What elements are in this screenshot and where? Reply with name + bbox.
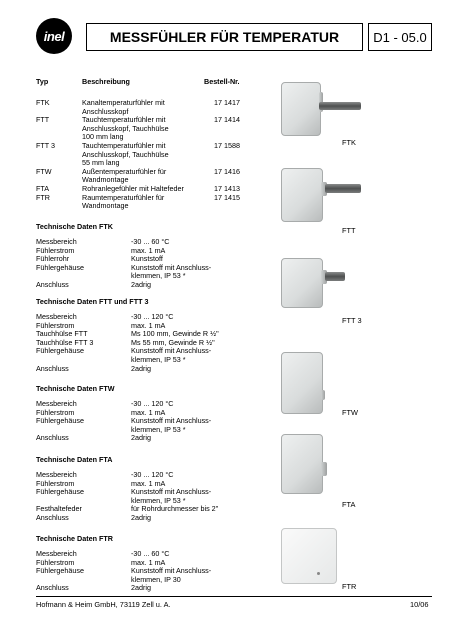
table-row-type: FTW — [36, 166, 52, 176]
table-row-description: Rohranlegefühler mit Haltefeder — [82, 184, 184, 193]
spec-label: Fühlergehäuse — [36, 487, 84, 497]
table-row-order-number: 17 1416 — [214, 166, 240, 176]
spec-value: max. 1 mA — [131, 320, 166, 330]
table-row-order-number: 17 1415 — [214, 192, 240, 202]
spec-value: klemmen, IP 53 * — [131, 355, 186, 364]
spec-label: Fühlerstrom — [36, 320, 75, 330]
spec-label: Anschluss — [36, 583, 69, 593]
table-row-type: FTK — [36, 98, 50, 107]
spec-value: max. 1 mA — [131, 407, 166, 417]
spec-label: Festhaltefeder — [36, 504, 82, 514]
section-heading: Technische Daten FTK — [36, 222, 113, 231]
spec-label: Fühlerstrom — [36, 557, 75, 567]
table-row-type: FTR — [36, 192, 50, 202]
spec-value: Kunststoff mit Anschluss- — [131, 346, 212, 356]
section-heading: Technische Daten FTR — [36, 534, 113, 543]
footer-company: Hofmann & Heim GmbH, 73119 Zell u. A. — [36, 600, 171, 609]
spec-label: Fühlerrohr — [36, 254, 70, 264]
spec-value: -30 ... 120 °C — [131, 399, 174, 408]
table-row-description: Anschlusskopf, Tauchhülse — [82, 123, 169, 133]
company-logo: inel — [36, 18, 72, 54]
table-row-description: Anschlusskopf — [82, 106, 129, 116]
spec-label: Fühlergehäuse — [36, 346, 84, 356]
footer-date: 10/06 — [410, 600, 429, 609]
table-row-order-number: 17 1417 — [214, 98, 240, 107]
spec-value: 2adrig — [131, 280, 151, 289]
spec-label: Fühlerstrom — [36, 245, 75, 255]
table-row-order-number: 17 1414 — [214, 115, 240, 125]
image-label-ftk: FTK — [342, 138, 356, 147]
spec-label: Anschluss — [36, 363, 69, 373]
table-row-type: FTT 3 — [36, 141, 56, 150]
table-row-order-number: 17 1588 — [214, 141, 240, 150]
spec-value: klemmen, IP 53 * — [131, 424, 186, 434]
spec-value: klemmen, IP 53 * — [131, 271, 186, 281]
spec-value: Kunststoff mit Anschluss- — [131, 416, 212, 426]
spec-value: klemmen, IP 53 * — [131, 495, 186, 505]
spec-label: Fühlerstrom — [36, 478, 75, 488]
table-row-description: 100 mm lang — [82, 132, 124, 142]
spec-value: 2adrig — [131, 513, 151, 522]
table-row-type: FTT — [36, 115, 50, 125]
spec-value: Kunststoff mit Anschluss- — [131, 487, 212, 497]
spec-label: Tauchhülse FTT — [36, 329, 88, 339]
spec-label: Anschluss — [36, 280, 69, 289]
spec-value: klemmen, IP 30 — [131, 574, 181, 584]
table-row-description: Tauchtemperaturfühler mit — [82, 141, 166, 150]
spec-label: Anschluss — [36, 513, 69, 522]
spec-value: Kunststoff mit Anschluss- — [131, 262, 212, 272]
image-label-ftw: FTW — [342, 408, 359, 417]
spec-value: max. 1 mA — [131, 245, 166, 255]
table-row-description: Wandmontage — [82, 175, 129, 185]
spec-value: Ms 100 mm, Gewinde R ½" — [131, 329, 219, 339]
spec-value: 2adrig — [131, 583, 151, 593]
table-row-description: Kanaltemperaturfühler mit — [82, 98, 165, 107]
table-row-order-number: 17 1413 — [214, 184, 240, 193]
table-header-order-number: Bestell-Nr. — [204, 77, 240, 86]
spec-value: max. 1 mA — [131, 557, 166, 567]
spec-value: Kunststoff mit Anschluss- — [131, 566, 212, 576]
footer-rule — [36, 596, 432, 597]
duct-sensor-icon — [281, 82, 361, 140]
spec-value: für Rohrdurchmesser bis 2" — [131, 504, 219, 514]
spec-label: Messbereich — [36, 237, 77, 246]
pipe-sensor-icon — [281, 434, 333, 496]
spec-value: 2adrig — [131, 433, 151, 443]
spec-value: Ms 55 mm, Gewinde R ½" — [131, 337, 215, 347]
table-header-typ: Typ — [36, 77, 49, 86]
spec-value: Kunststoff — [131, 254, 163, 264]
room-sensor-icon — [281, 528, 337, 584]
spec-label: Messbereich — [36, 549, 77, 558]
spec-label: Fühlergehäuse — [36, 262, 84, 272]
spec-value: 2adrig — [131, 363, 151, 373]
spec-value: -30 ... 60 °C — [131, 237, 170, 246]
section-heading: Technische Daten FTT und FTT 3 — [36, 297, 149, 306]
spec-value: -30 ... 120 °C — [131, 470, 174, 479]
table-row-description: Außentemperaturfühler für — [82, 166, 167, 176]
table-row-type: FTA — [36, 184, 50, 193]
image-label-ftt3: FTT 3 — [342, 316, 362, 325]
spec-value: -30 ... 120 °C — [131, 312, 174, 321]
table-row-description: 55 mm lang — [82, 158, 120, 168]
spec-value: -30 ... 60 °C — [131, 549, 170, 558]
spec-label: Messbereich — [36, 399, 77, 408]
outdoor-sensor-icon — [281, 352, 333, 414]
immersion-sensor-icon — [281, 164, 361, 224]
table-row-description: Tauchtemperaturfühler mit — [82, 115, 166, 125]
spec-label: Anschluss — [36, 433, 69, 443]
spec-label: Fühlerstrom — [36, 407, 75, 417]
table-row-description: Anschlusskopf, Tauchhülse — [82, 149, 169, 159]
immersion-sensor-short-icon — [281, 258, 351, 310]
spec-value: max. 1 mA — [131, 478, 166, 488]
section-heading: Technische Daten FTA — [36, 455, 113, 464]
spec-label: Messbereich — [36, 470, 77, 479]
table-header-description: Beschreibung — [82, 77, 130, 86]
table-row-description: Raumtemperaturfühler für — [82, 192, 165, 202]
spec-label: Tauchhülse FTT 3 — [36, 337, 94, 347]
document-code: D1 - 05.0 — [368, 23, 432, 51]
image-label-ftt: FTT — [342, 226, 356, 235]
table-row-description: Wandmontage — [82, 201, 129, 211]
section-heading: Technische Daten FTW — [36, 384, 115, 393]
spec-label: Messbereich — [36, 312, 77, 321]
image-label-fta: FTA — [342, 500, 356, 509]
image-label-ftr: FTR — [342, 582, 357, 591]
spec-label: Fühlergehäuse — [36, 416, 84, 426]
spec-label: Fühlergehäuse — [36, 566, 84, 576]
page-title: MESSFÜHLER FÜR TEMPERATUR — [86, 23, 363, 51]
